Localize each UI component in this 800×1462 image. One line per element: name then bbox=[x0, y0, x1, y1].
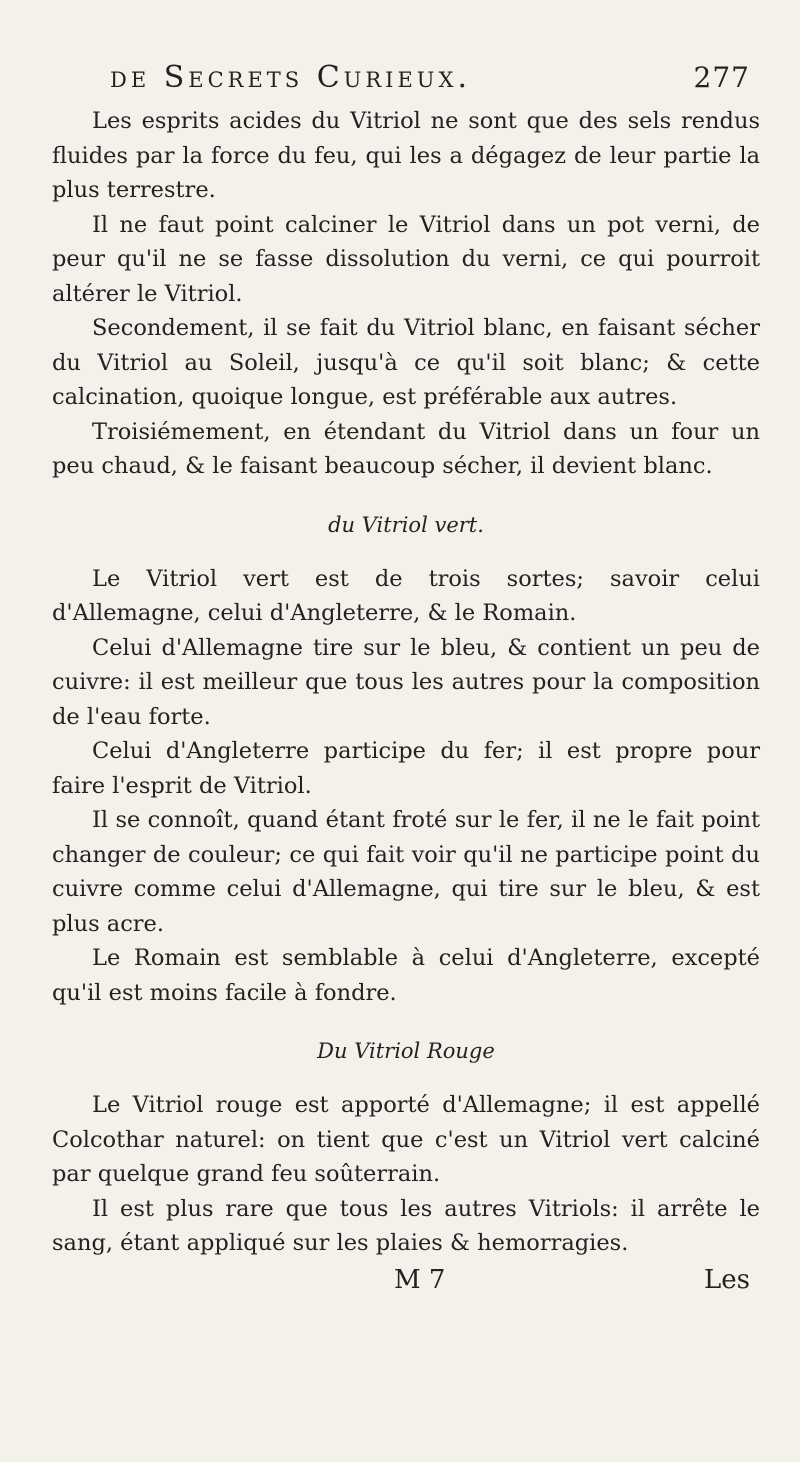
signature-mark: M 7 bbox=[394, 1264, 446, 1295]
section-heading-vert: du Vitriol vert. bbox=[328, 512, 484, 537]
paragraph: Les esprits acides du Vitriol ne sont que des sels rendus fluides par la force du feu, qui les a dégagez de leur partie la plus terrestre. bbox=[52, 108, 760, 203]
paragraph: Il se connoît, quand étant froté sur le fer, il ne le fait point changer de couleur; ce qui fait voir qu'il ne participe point du cuivre comme celui d'Allemagne, qui tire sur le bleu, & est plus acre. bbox=[52, 807, 760, 937]
paragraph: Le Vitriol rouge est apporté d'Allemagne; il est appellé Colcothar naturel: on tient que c'est un Vitriol vert calciné par quelque grand feu soûterrain. bbox=[52, 1092, 760, 1187]
paragraph: Il est plus rare que tous les autres Vitriols: il arrête le sang, étant appliqué sur les plaies & hemorragies. bbox=[52, 1195, 760, 1256]
paragraph: Celui d'Angleterre participe du fer; il est propre pour faire l'esprit de Vitriol. bbox=[52, 738, 760, 799]
paragraph: Secondement, il se fait du Vitriol blanc, en faisant sécher du Vitriol au Soleil, jusqu'à ce qu'il soit blanc; & cette calcination, quoique longue, est préférable aux autres. bbox=[52, 315, 760, 410]
running-head bbox=[110, 60, 750, 104]
page-footer bbox=[52, 1265, 760, 1295]
paragraph: Il ne faut point calciner le Vitriol dans un pot verni, de peur qu'il ne se fasse dissolution du verni, ce qui pourroit altérer le Vitriol. bbox=[52, 211, 760, 307]
body-text bbox=[52, 104, 760, 1261]
running-title: de Secrets Curieux. bbox=[110, 60, 471, 95]
paragraph: Le Vitriol vert est de trois sortes; savoir celui d'Allemagne, celui d'Angleterre, & le Romain. bbox=[52, 565, 760, 626]
paragraph: Le Romain est semblable à celui d'Angleterre, excepté qu'il est moins facile à fondre. bbox=[52, 945, 760, 1006]
page-number: 277 bbox=[693, 61, 750, 94]
catchword: Les bbox=[704, 1264, 750, 1295]
section-heading-rouge: Du Vitriol Rouge bbox=[317, 1039, 495, 1063]
paragraph: Troisiémement, en étendant du Vitriol dans un four un peu chaud, & le faisant beaucoup sécher, il devient blanc. bbox=[52, 418, 760, 479]
paragraph: Celui d'Allemagne tire sur le bleu, & contient un peu de cuivre: il est meilleur que tous les autres pour la composition de l'eau forte. bbox=[52, 634, 760, 730]
